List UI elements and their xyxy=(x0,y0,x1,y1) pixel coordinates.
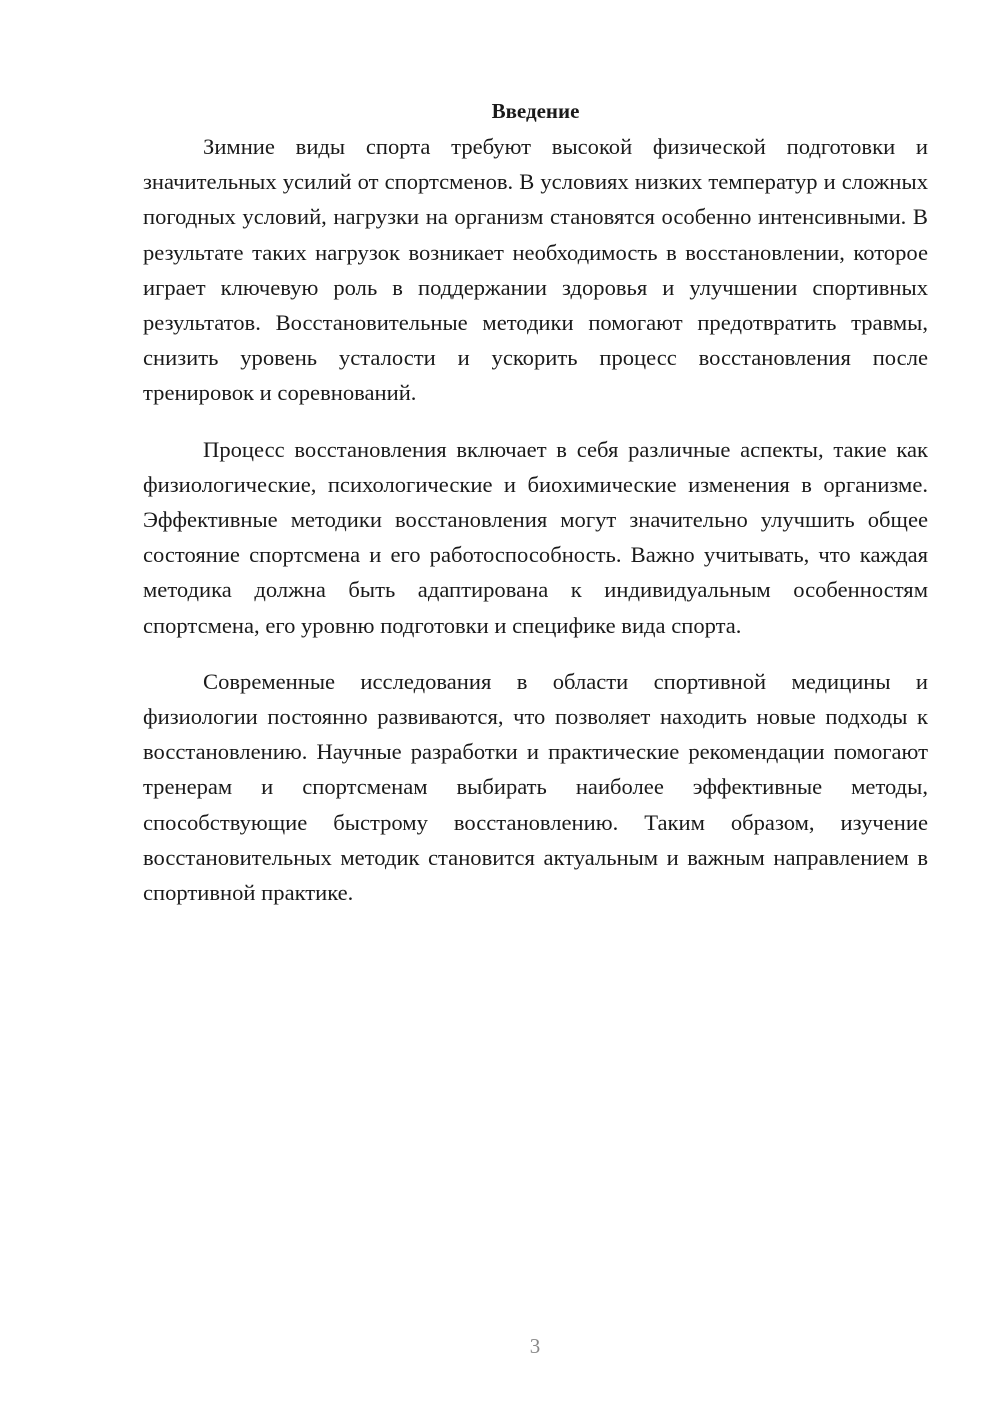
paragraph-3: Современные исследования в области спортивной медицины и физиологии постоянно развиваются, что позволяет находить новые подходы к восстановлению. Научные разработки и практические рекомендации помогают тренерам и спортсменам выбирать наиболее эффективные методы, способствующие быстрому восстановлению. Таким образом, изучение восстановительных методик становится актуальным и важным направлением в спортивной практике. xyxy=(143,668,928,906)
page-number: 3 xyxy=(529,1334,541,1358)
paragraph-2: Процесс восстановления включает в себя различные аспекты, такие как физиологические, психологические и биохимические изменения в организме. Эффективные методики восстановления могут значительно улучшить общее состояние спортсмена и его работоспособность. Важно учитывать, что каждая методика должна быть адаптирована к индивидуальным особенностям спортсмена, его уровню подготовки и специфике вида спорта. xyxy=(143,436,928,638)
document-body xyxy=(143,94,928,910)
section-heading: Введение xyxy=(491,99,580,123)
paragraph-1: Зимние виды спорта требуют высокой физической подготовки и значительных усилий от спортсменов. В условиях низких температур и сложных погодных условий, нагрузки на организм становятся особенно интенсивными. В результате таких нагрузок возникает необходимость в восстановлении, которое играет ключевую роль в поддержании здоровья и улучшении спортивных результатов. Восстановительные методики помогают предотвратить травмы, снизить уровень усталости и ускорить процесс восстановления после тренировок и соревнований. xyxy=(143,134,928,406)
